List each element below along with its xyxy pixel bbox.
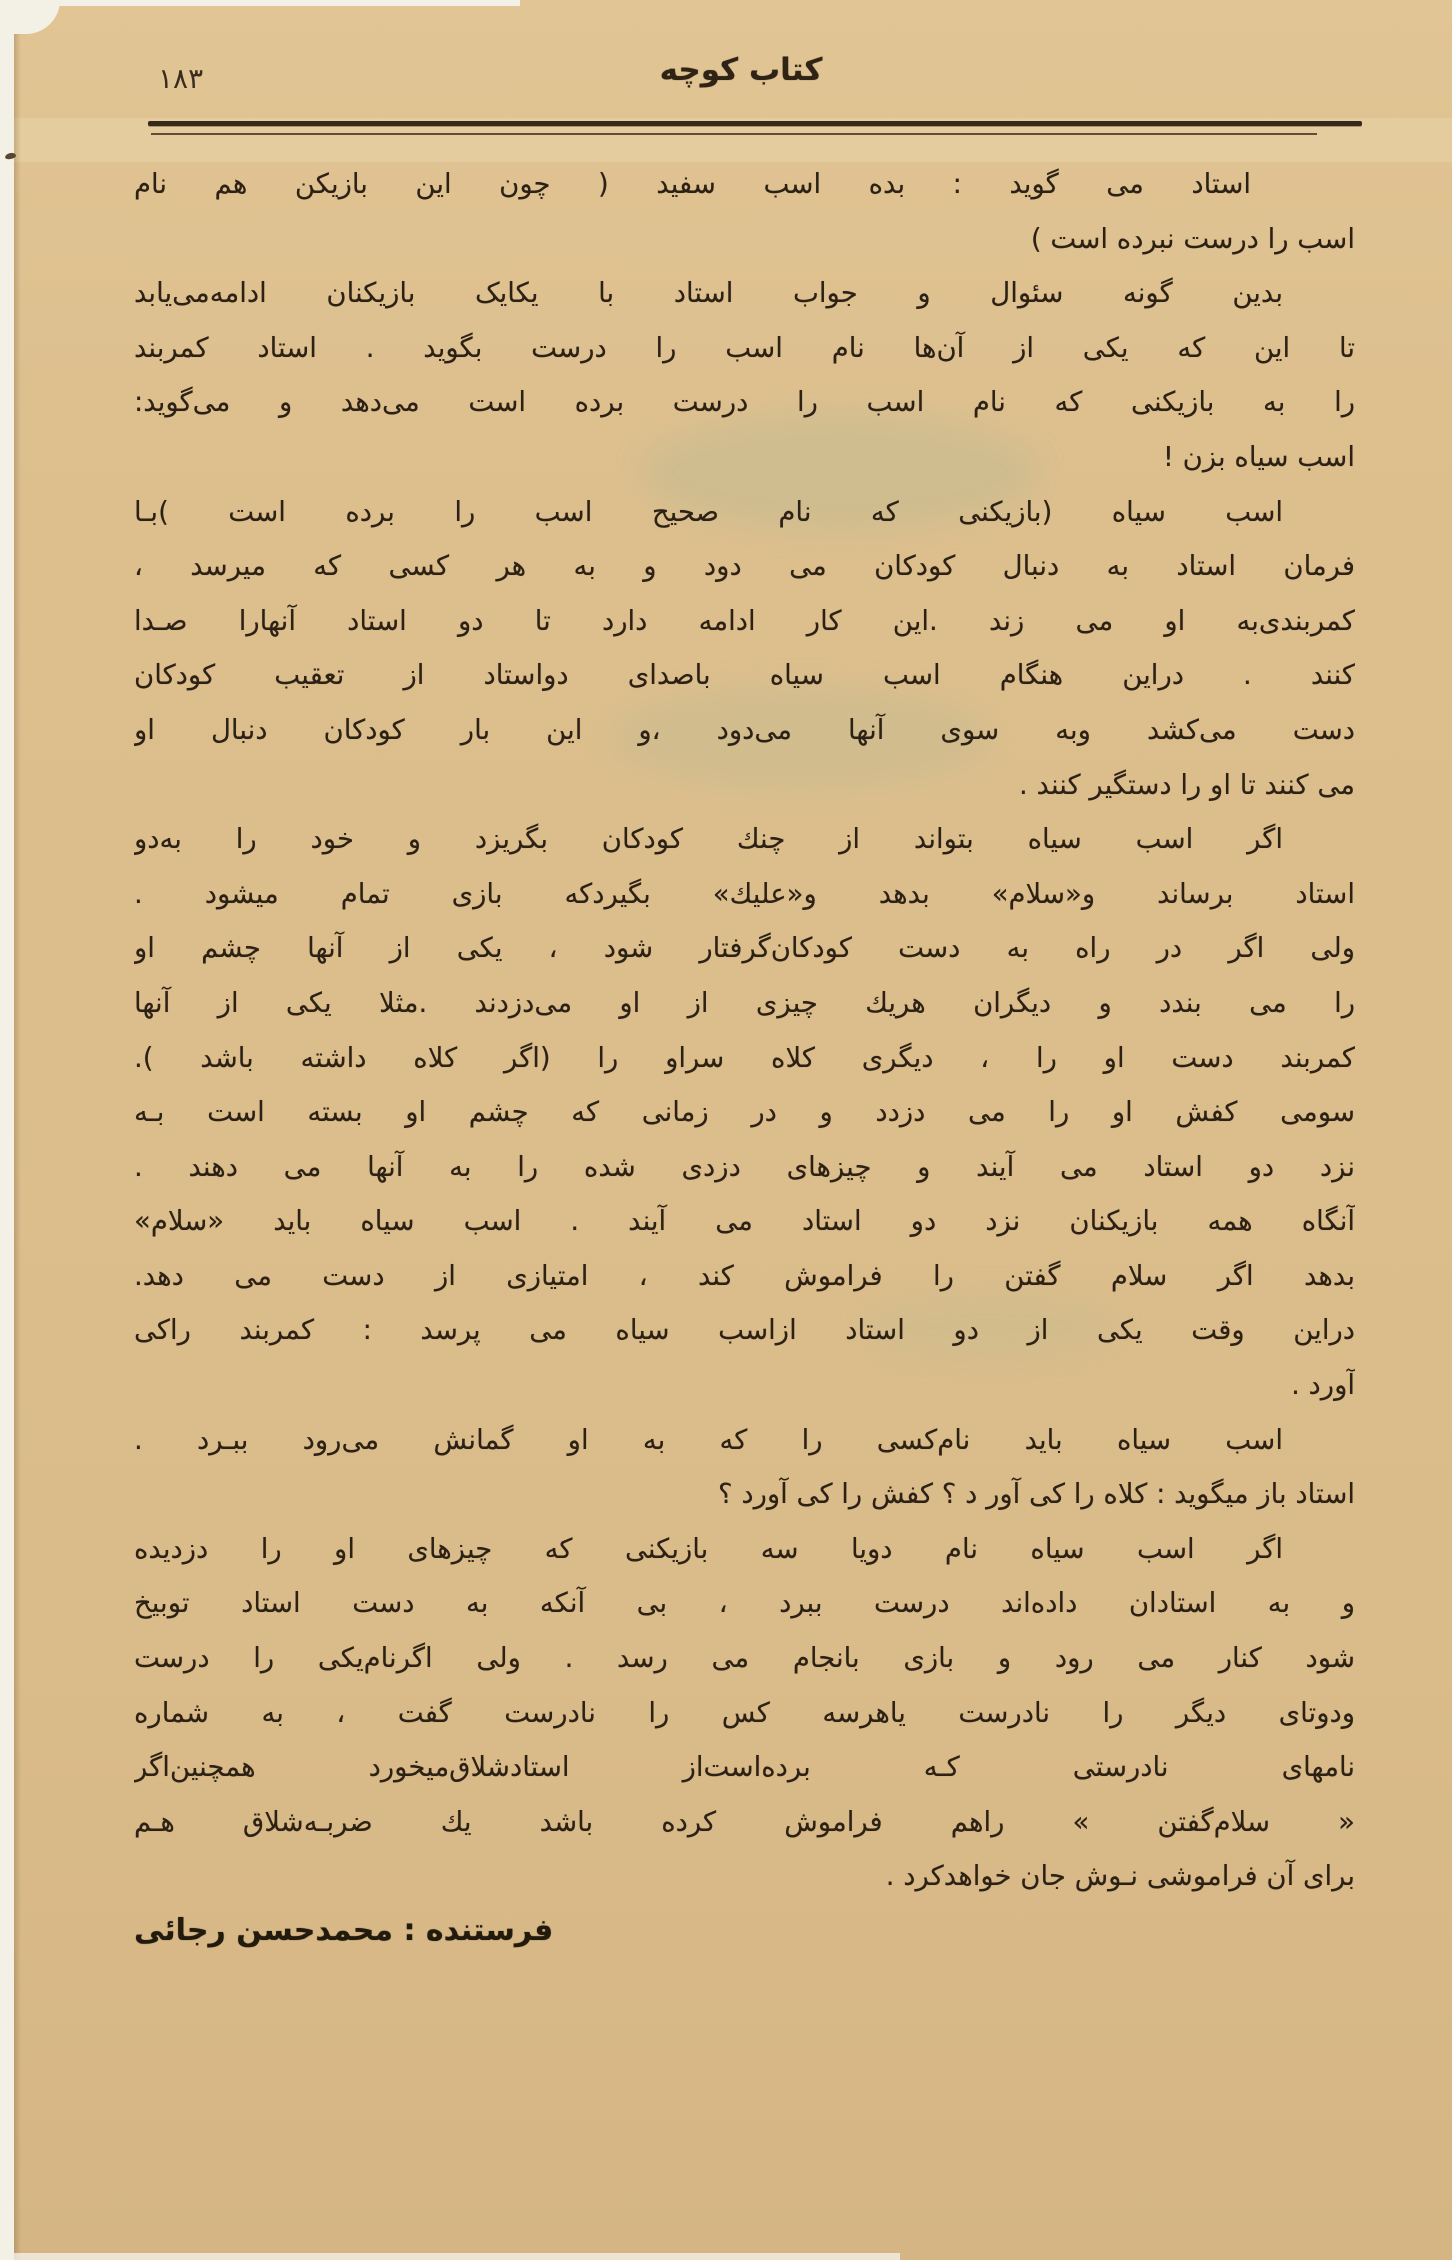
header-rule-thick (148, 121, 1362, 126)
text-line: کمربندی‌به او می زند .این کار ادامه دارد تا دو استاد آنهارا صـدا (134, 604, 1355, 637)
text-line: آنگاه همه بازیکنان نزد دو استاد می آیند . اسب سیاه باید «سلام» (134, 1205, 1355, 1238)
header-rule-thin (151, 133, 1317, 135)
paper-bottom-edge (0, 2253, 900, 2260)
text-line: استاد برساند و«سلام» بدهد و«علیك» بگیردکه بازی تمام میشود . (134, 877, 1355, 910)
text-line: اسب سیاه باید نام‌کسی را که به او گمانش می‌رود ببـرد . (134, 1423, 1283, 1456)
sender-line: فرستنده : محمدحسن رجائی (134, 1913, 554, 1948)
text-line: بدهد اگر سلام گفتن را فراموش کند ، امتیازی از دست می دهد. (134, 1259, 1355, 1292)
text-line: کنند . دراین هنگام اسب سیاه باصدای دواستاد از تعقیب کودکان (134, 659, 1355, 692)
text-line: اسب سیاه بزن ! (1162, 440, 1355, 473)
text-line: فرمان استاد به دنبال کودکان می دود و به هر کسی که میرسد ، (134, 550, 1355, 583)
text-line: شود کنار می رود و بازی بانجام می رسد . ولی اگرنام‌یکی را درست (134, 1642, 1355, 1675)
paper-top-edge (0, 0, 520, 6)
text-line: استاد می گوید : بده اسب سفید ( چون این بازیکن هم نام (134, 168, 1251, 200)
text-line: و به استادان داده‌اند درست ببرد ، بی آنکه به دست استاد توبیخ (134, 1587, 1355, 1620)
text-line: اسب را درست نبرده است ) (1030, 222, 1355, 255)
text-line: نزد دو استاد می آیند و چیزهای دزدی شده را به آنها می دهند . (134, 1150, 1355, 1183)
text-line: ولی اگر در راه به دست کودکان‌گرفتار شود ، یکی از آنها چشم او (134, 932, 1355, 965)
text-line: استاد باز میگوید : کلاه را کی آور د ؟ کفش را کی آورد ؟ (718, 1478, 1355, 1511)
paper-left-edge (0, 0, 14, 2260)
text-line: آورد . (1291, 1369, 1355, 1402)
text-line: می کنند تا او را دستگیر کنند . (1019, 768, 1355, 801)
text-line: را به بازیکنی که نام اسب را درست برده است می‌دهد و می‌گوید: (134, 386, 1355, 419)
text-line: ودوتای دیگر را نادرست یاهرسه کس را نادرست گفت ، به شماره (134, 1696, 1355, 1729)
paper-edge-shadow (14, 0, 21, 2260)
page-number: ۱۸۳ (158, 62, 204, 95)
text-line: دراین وقت یکی از دو استاد ازاسب سیاه می پرسد : کمربند راکی (134, 1314, 1355, 1347)
text-line: « سلام‌گفتن » راهم فراموش کرده باشد یك ضربـه‌شلاق هـم (134, 1805, 1355, 1838)
text-line: را می بندد و دیگران هریك چیزی از او می‌دزدند .مثلا یکی از آنها (134, 986, 1355, 1019)
body-text (134, 157, 1355, 1959)
text-line: اسب سیاه (بازیکنی که نام صحیح اسب را برده است )بـا (134, 495, 1283, 528)
text-line: اگر اسب سیاه بتواند از چنك کودکان بگریزد و خود را به‌دو (134, 823, 1283, 856)
text-line: دست می‌کشد وبه سوی آنها می‌دود ،و این بار کودکان دنبال او (134, 713, 1355, 746)
text-line: سومی کفش او را می دزدد و در زمانی که چشم او بسته است بـه (134, 1096, 1355, 1129)
text-line: نامهای نادرستی کـه برده‌است‌از استادشلاق‌میخورد همچنین‌اگر (134, 1751, 1355, 1784)
text-line: بدین گونه سئوال و جواب استاد با یکایک بازیکنان ادامه‌می‌یابد (134, 277, 1283, 310)
paper-corner (0, 0, 60, 34)
page-title: کتاب کوچه (659, 52, 823, 88)
text-line: تا این که یکی از آن‌ها نام اسب را درست بگوید . استاد کمربند (134, 331, 1355, 364)
text-line: کمربند دست او را ، دیگری کلاه سراو را (اگر کلاه داشته باشد ). (134, 1041, 1355, 1074)
text-line: اگر اسب سیاه نام دویا سه بازیکنی که چیزهای او را دزدیده (134, 1532, 1283, 1565)
text-line: برای آن فراموشی نـوش جان خواهدکرد . (885, 1860, 1355, 1893)
